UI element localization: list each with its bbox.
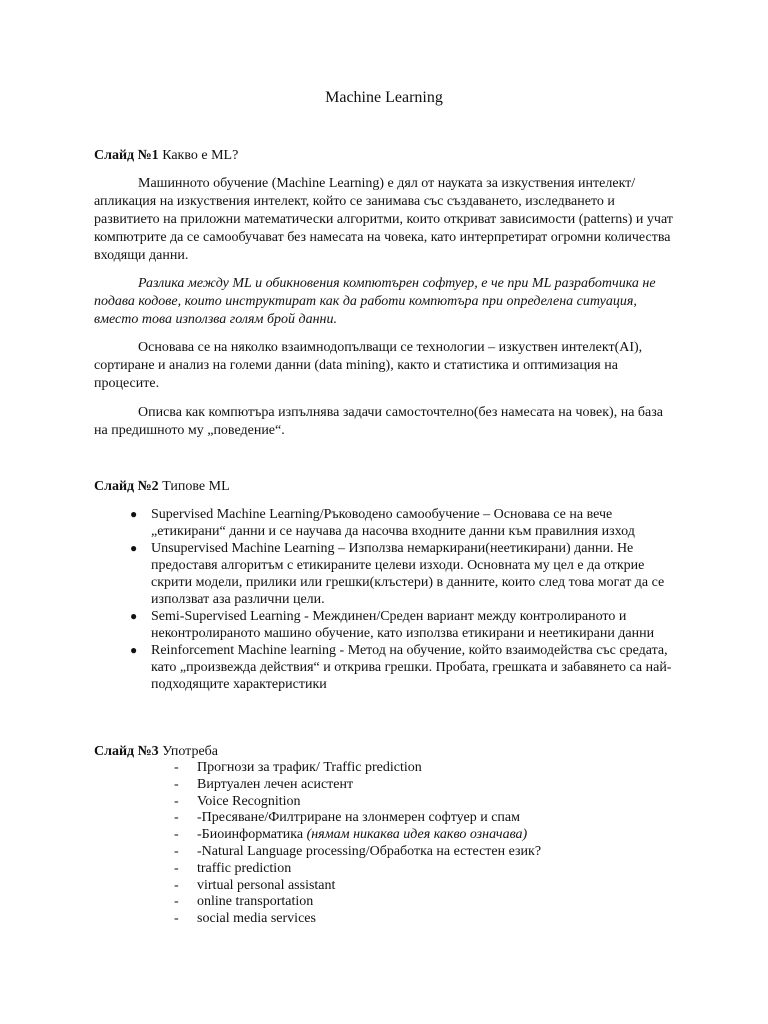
dash-icon: - — [174, 860, 179, 876]
dash-icon: - — [174, 827, 179, 843]
list-item: - -Natural Language processing/Обработка на естестен език? — [174, 843, 542, 859]
slide1-topic: Какво е ML? — [158, 148, 239, 163]
list-item: ● Supervised Machine Learning/Ръководено самообучение – Основава се на вече „етикирани“ данни и се научава да насочва входните данни към правилния изход — [130, 507, 635, 539]
item-note: (нямам никаква идея какво означава) — [306, 827, 528, 843]
list-item: ● Semi-Supervised Learning - Междинен/Среден вариант между контролираното и неконтролираното машино обучение, като използва етикирани и неетикирани данни — [130, 609, 655, 641]
list-item: - online transportation — [174, 894, 314, 910]
dash-icon: - — [174, 810, 179, 826]
slide1-paragraph-2: Разлика между ML и обикновения компютърен софтуер, е че при ML разработчика не подава кодове, които инструктират как да работи компютъра при определена ситуация, вместо това използва голям брой данни. — [94, 276, 656, 327]
slide1-heading — [94, 147, 238, 164]
bullet-icon: ● — [130, 643, 138, 657]
slide1-paragraph-1: Машинното обучение (Machine Learning) е дял от науката за изкуствения интелект/апликация на изкуствения интелект, който се занимава със създаването, изследването и развитието на приложни математически алгоритми, които откриват зависимости (patterns) и учат компютрите да се самообучават без намесата на човека, като интерпретират огромни количества входящи данни. — [94, 176, 673, 263]
slide3-topic: Употреба — [158, 744, 219, 759]
uses-list — [174, 760, 541, 928]
slide2-heading — [94, 478, 230, 495]
list-item: - Voice Recognition — [174, 793, 301, 809]
slide3-heading — [94, 743, 218, 760]
bullet-icon: ● — [130, 541, 138, 555]
list-item: ● Unsupervised Machine Learning – Използва немаркирани(неетикирани) данни. Не предоставя алгоритъм с етикираните целеви изходи. Основната му цел е да открие скрити модели, прилики или грешки(клъстери) в данните, които след това могат да се използват аза различни цели. — [130, 541, 665, 607]
dash-icon: - — [174, 877, 179, 893]
dash-icon: - — [174, 793, 179, 809]
list-item: ● Reinforcement Machine learning - Метод на обучение, който взаимодейства със средата, като „произвежда действия“ и открива грешки. Пробата, грешката и забавянето са най-подходящите характеристики — [130, 643, 672, 692]
slide1-paragraph-3: Основава се на няколко взаимнодопълващи се технологии – изкуствен интелект(AI), сортиране и анализ на големи данни (data mining), както и статистика и оптимизация на процесите. — [94, 340, 643, 391]
list-item: - social media services — [174, 911, 316, 927]
list-item: - -Пресяване/Филтриране на злонмерен софтуер и спам — [174, 810, 520, 826]
list-item: - virtual personal assistant — [174, 877, 336, 893]
dash-icon: - — [174, 760, 179, 775]
slide1-paragraph-4: Описва как компютъра изпълнява задачи самосточтелно(без намесата на човек), на база на предишното му „поведение“. — [94, 405, 664, 438]
ml-types-list — [130, 506, 676, 693]
slide2-topic: Типове ML — [158, 479, 230, 494]
list-item: - traffic prediction — [174, 860, 292, 876]
dash-icon: - — [174, 894, 179, 910]
slide1-label: Слайд №1 — [94, 148, 159, 163]
list-item: - Виртуален лечен асистент — [174, 776, 354, 792]
slide3-label: Слайд №3 — [94, 744, 159, 759]
slide2-label: Слайд №2 — [94, 479, 159, 494]
list-item: - -Биоинформатика (нямам никаква идея какво означава) — [174, 827, 528, 843]
bullet-icon: ● — [130, 507, 138, 521]
list-item: - Прогнози за трафик/ Traffic prediction — [174, 760, 422, 775]
document-title: Machine Learning — [325, 89, 443, 106]
dash-icon: - — [174, 911, 179, 927]
dash-icon: - — [174, 843, 179, 859]
dash-icon: - — [174, 776, 179, 792]
bullet-icon: ● — [130, 609, 138, 623]
